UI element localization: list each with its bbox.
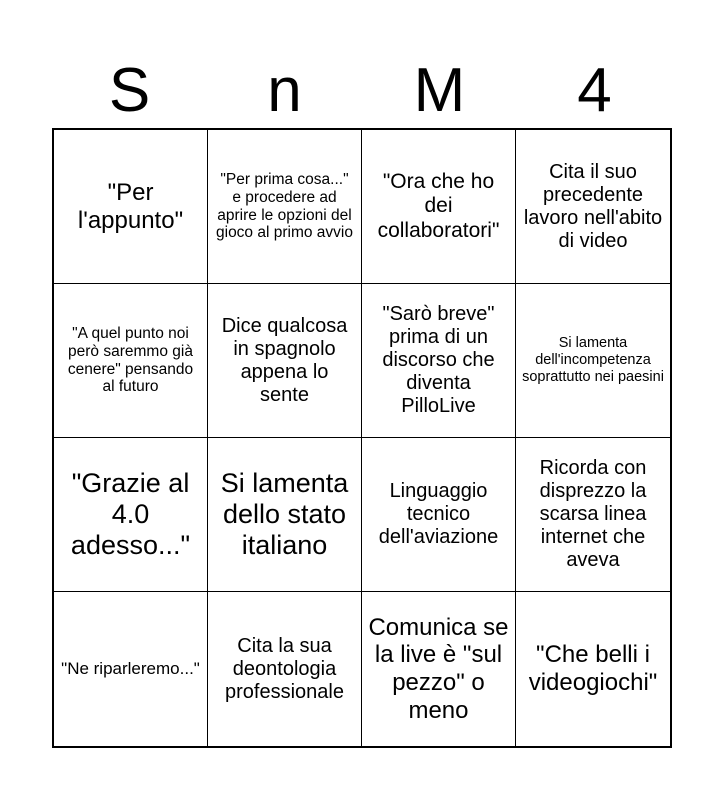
cell-text: Si lamenta dello stato italiano (220, 467, 349, 561)
bingo-cell[interactable] (54, 130, 208, 284)
cell-text: Comunica se la live è "sul pezzo" o meno (368, 613, 509, 724)
bingo-cell[interactable] (54, 284, 208, 438)
header-letter: M (413, 56, 466, 125)
bingo-cell[interactable] (208, 130, 362, 284)
cell-text: Ricorda con disprezzo la scarsa linea internet che aveva (539, 457, 647, 571)
bingo-cell[interactable] (208, 284, 362, 438)
cell-text: Dice qualcosa in spagnolo appena lo sente (221, 314, 348, 406)
bingo-cell[interactable] (54, 438, 208, 592)
bingo-cell[interactable] (362, 592, 516, 746)
cell-text: "Grazie al 4.0 adesso..." (70, 467, 191, 561)
cell-text: Cita il suo precedente lavoro nell'abito di video (523, 160, 663, 252)
bingo-cell[interactable] (362, 284, 516, 438)
header-letter: 4 (577, 56, 612, 125)
cell-text: "Ora che ho dei collaboratori" (377, 170, 500, 242)
bingo-header (52, 56, 672, 126)
bingo-card (52, 128, 672, 748)
cell-text: Si lamenta dell'incompetenza soprattutto nei paesini (522, 335, 664, 385)
cell-text: "Che belli i videogiochi" (528, 641, 658, 696)
cell-text: "Per l'appunto" (77, 178, 184, 234)
cell-text: "Ne riparleremo..." (61, 659, 200, 679)
bingo-cell[interactable] (516, 438, 670, 592)
header-letter: n (267, 56, 302, 125)
bingo-cell[interactable] (208, 592, 362, 746)
bingo-cell[interactable] (54, 592, 208, 746)
bingo-cell[interactable] (516, 130, 670, 284)
bingo-cell[interactable] (516, 592, 670, 746)
bingo-cell[interactable] (208, 438, 362, 592)
header-letter: S (108, 56, 151, 125)
bingo-cell[interactable] (362, 438, 516, 592)
bingo-cell[interactable] (516, 284, 670, 438)
cell-text: "Sarò breve" prima di un discorso che diventa PilloLive (382, 303, 495, 417)
cell-text: Linguaggio tecnico dell'aviazione (378, 480, 499, 548)
cell-text: "Per prima cosa..." e procedere ad aprire le opzioni del gioco al primo avvio (216, 170, 353, 242)
bingo-cell[interactable] (362, 130, 516, 284)
cell-text: "A quel punto noi però saremmo già cenere" pensando al futuro (67, 324, 194, 396)
cell-text: Cita la sua deontologia professionale (225, 634, 344, 703)
